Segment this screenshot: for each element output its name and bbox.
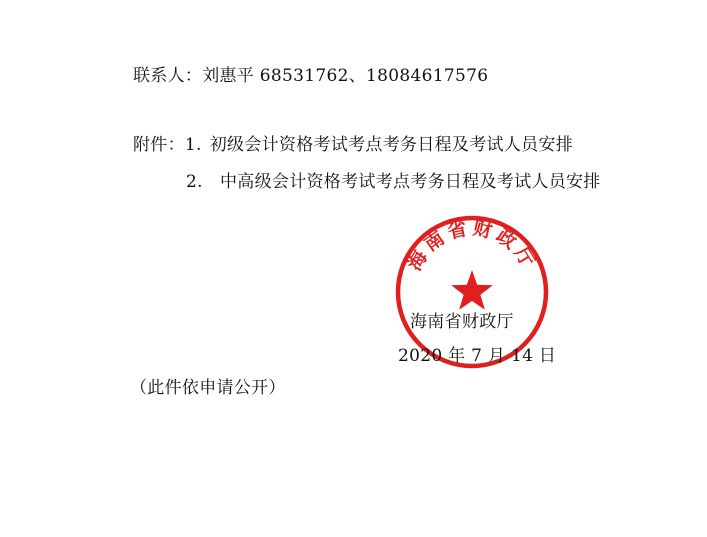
contact-name-phones: 刘惠平 68531762、18084617576	[202, 66, 489, 86]
attachment-2-title: 中高级会计资格考试考点考务日程及考试人员安排	[220, 172, 601, 192]
seal-ring-text: 海南省财政厅	[403, 217, 541, 275]
signature-date: 2020 年 7 月 14 日	[398, 346, 557, 366]
svg-text:海南省财政厅	[403, 216, 541, 274]
attachment-item-2	[186, 171, 601, 193]
contact-line	[133, 65, 488, 87]
attachment-1-title: 初级会计资格考试考点考务日程及考试人员安排	[209, 135, 574, 155]
attachments-label: 附件：	[133, 135, 185, 155]
disclosure-note: （此件依申请公开）	[130, 378, 286, 398]
seal-star-icon	[451, 270, 493, 310]
attachment-item-1	[133, 134, 573, 156]
attachment-1-number: 1.	[184, 135, 202, 155]
signature-department: 海南省财政厅	[410, 312, 514, 332]
contact-label: 联系人：	[133, 66, 203, 86]
attachment-2-number: 2.	[186, 172, 203, 192]
